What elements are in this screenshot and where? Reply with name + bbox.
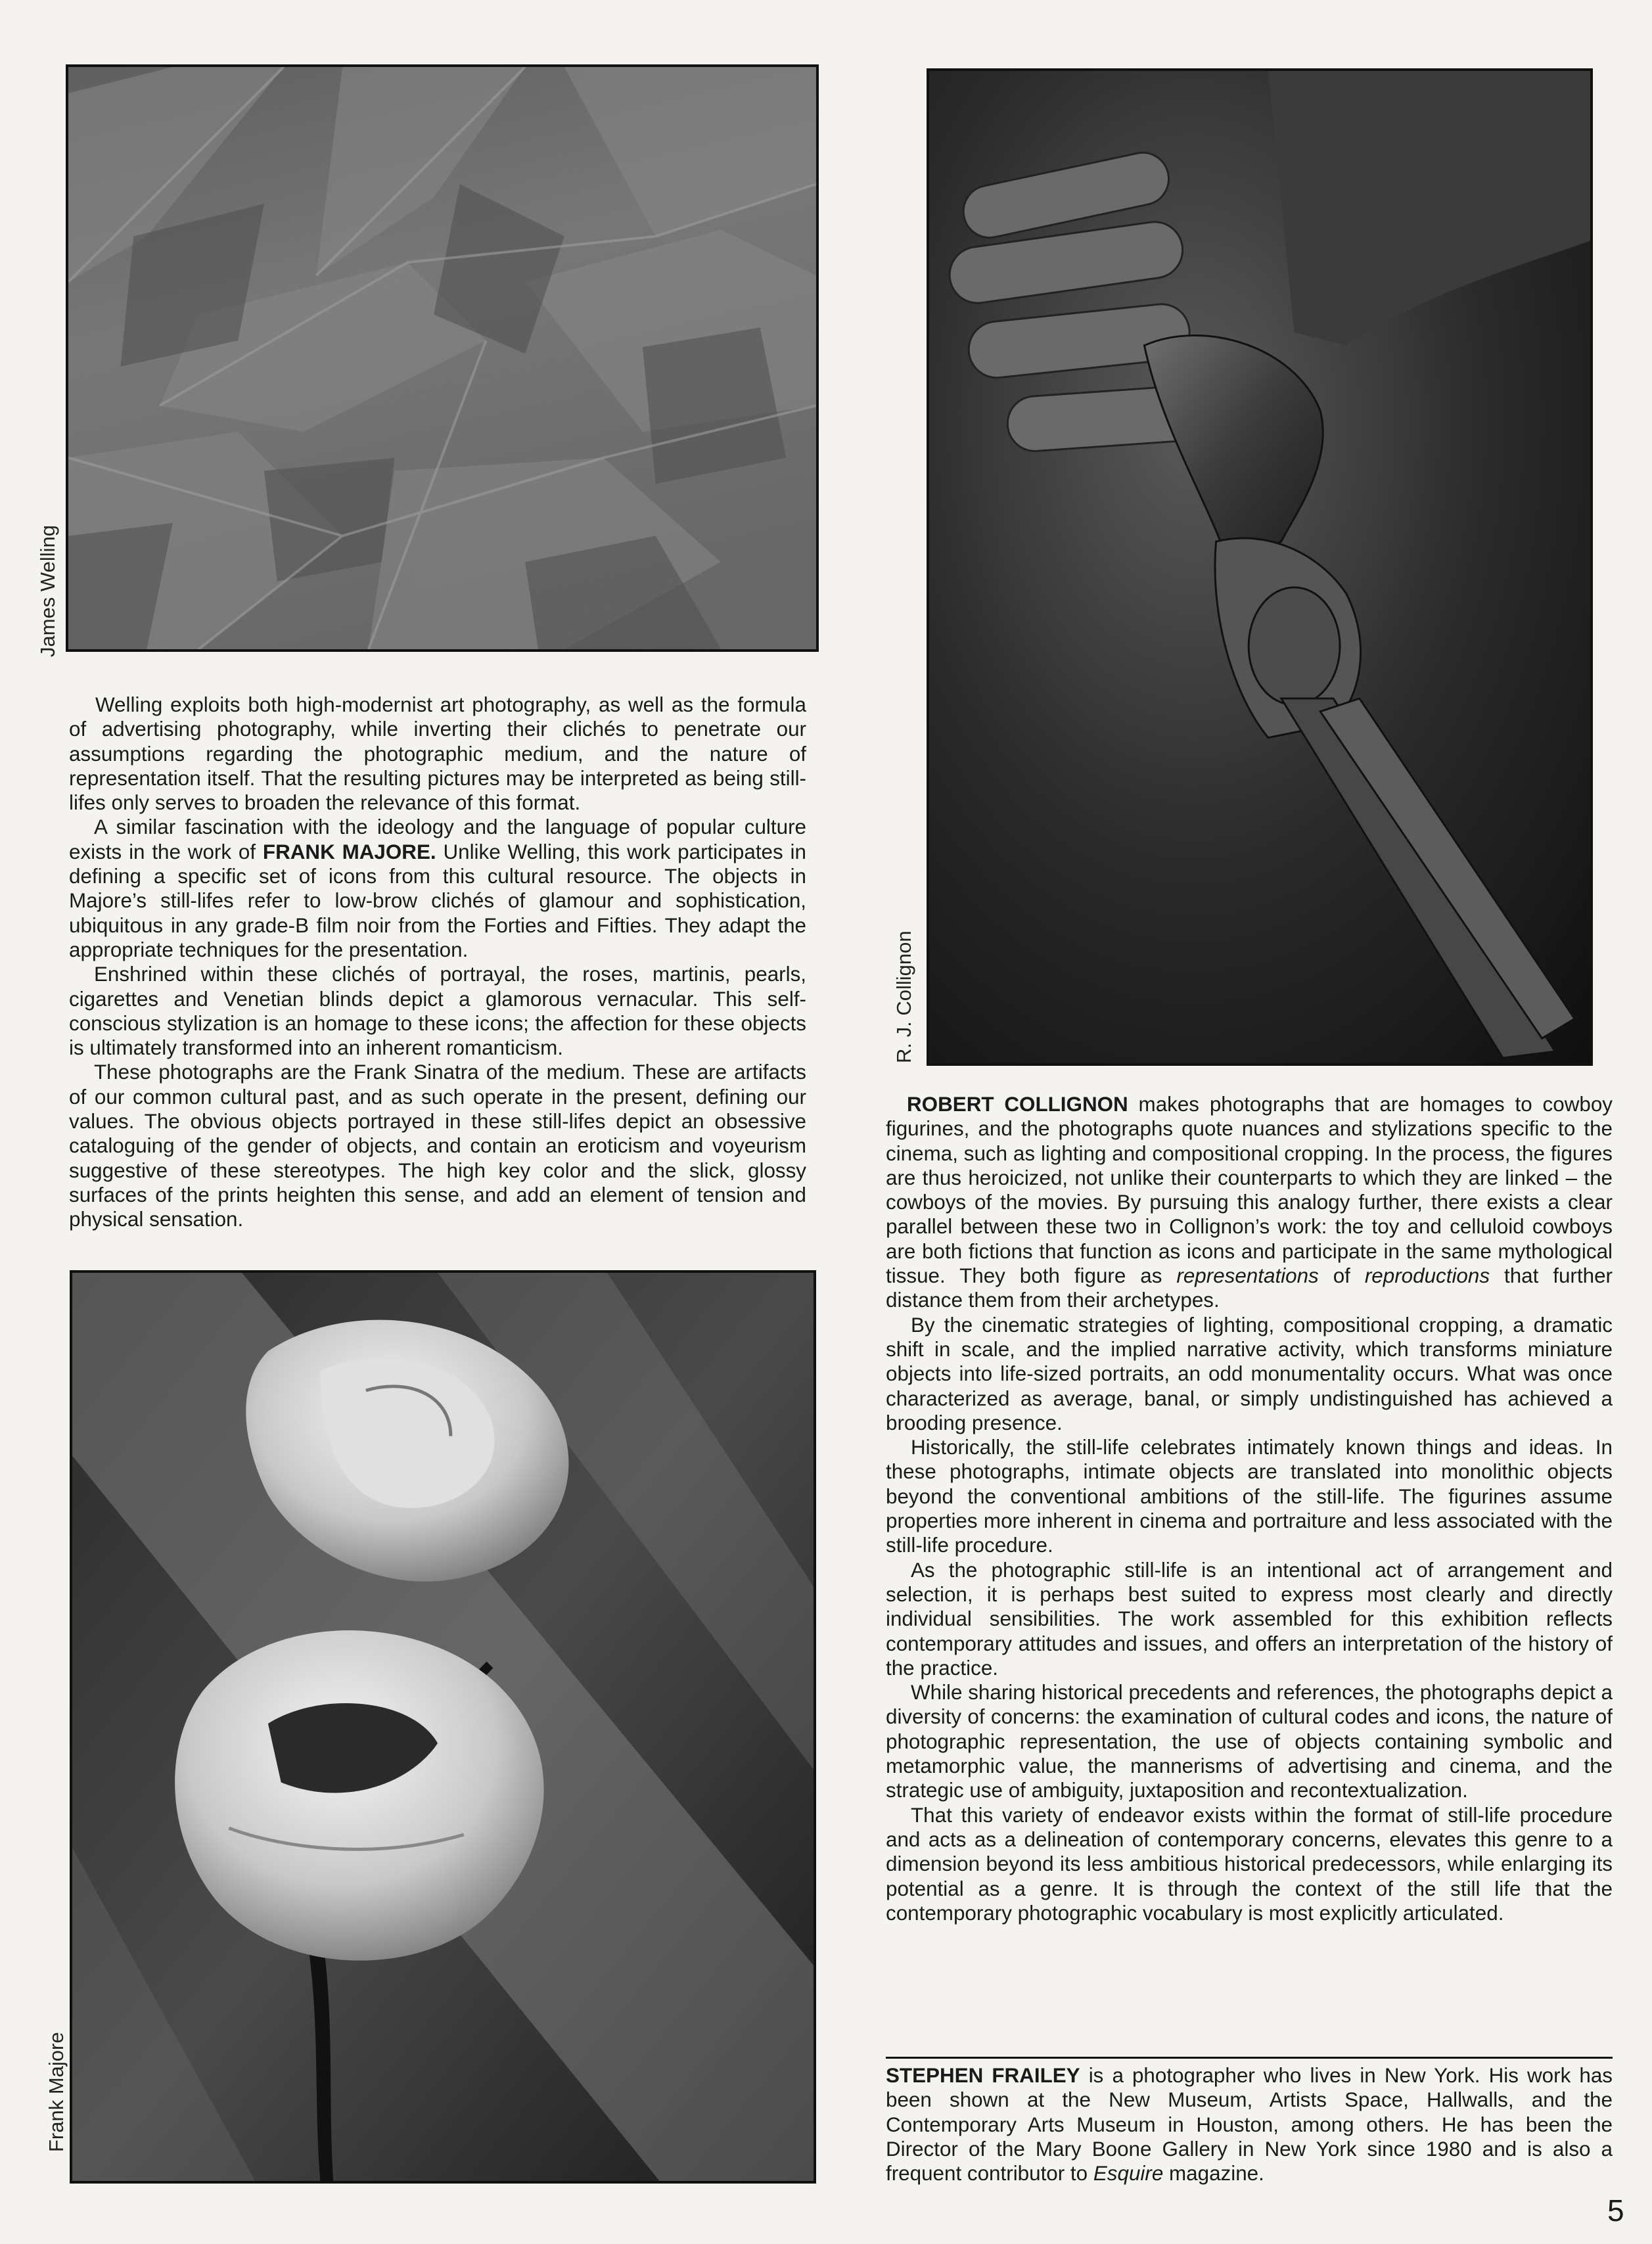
magazine-title: Esquire bbox=[1093, 2162, 1164, 2186]
author-name: STEPHEN FRAILEY bbox=[886, 2064, 1080, 2087]
right-column-text bbox=[886, 1092, 1613, 1925]
author-bio: STEPHEN FRAILEY is a photographer who lives in New York. His work has been shown at the New Museum, Artists Space, Hallwalls, and the Contemporary Arts Museum in Houston, among others. He has been the Director of the Mary Boone Gallery in New York since 1980 and is also a frequent contributor to Esquire magazine. bbox=[886, 2064, 1613, 2186]
paragraph-cinematic: By the cinematic strategies of lighting, compositional cropping, a dramatic shift in scale, and the implied narrative activity, which transforms miniature objects into life-sized portraits, an odd monumentality occurs. What was once characterized as average, banal, or simply undistinguished has achieved a brooding presence. bbox=[886, 1313, 1613, 1434]
paragraph-conclusion: That this variety of endeavor exists within the format of still-life procedure and acts as a delineation of contemporary concerns, elevates this genre to a dimension beyond its less ambitious historical predecessors, while enlarging its potential as a genre. It is through the context of the still life that the contemporary photographic vocabulary is most explicitly articulated. bbox=[886, 1803, 1613, 1925]
page-number: 5 bbox=[1607, 2193, 1624, 2228]
paragraph-majore-intro: A similar fascination with the ideology and the language of popular culture exists in the work of FRANK MAJORE. Unlike Welling, this work participates in defining a specific set of icons from this cultural resource. The objects in Majore’s still-lifes refer to low-brow clichés of glamour and sophistication, ubiquitous in any grade-B film noir from the Forties and Fifties. They adapt the appropriate techniques for the presentation. bbox=[69, 815, 806, 961]
photo-credit-majore: Frank Majore bbox=[45, 2032, 68, 2152]
paragraph-arrangement: As the photographic still-life is an intentional act of arrangement and selection, it is perhaps best suited to express most clearly and directly individual sensibilities. The work assembled for this exhibition reflects contemporary attitudes and issues, and offers an interpretation of the history of the practice. bbox=[886, 1558, 1613, 1680]
paragraph-collignon: ROBERT COLLIGNON makes photographs that are homages to cowboy figurines, and the photographs quote nuances and stylizations specific to the cinema, such as lighting and compositional cropping. In the process, the figures are thus heroicized, not unlike their counterparts to which they are linked – the cowboys of the movies. By pursuing this analogy further, there exists a clear parallel between these two in Collignon’s work: the toy and celluloid cowboys are both fictions that function as icons and participate in the same mythological tissue. They both figure as representations of reproductions that further distance them from their archetypes. bbox=[886, 1093, 1613, 1312]
paragraph-sinatra: These photographs are the Frank Sinatra of the medium. These are artifacts of our common cultural past, and as such operate in the present, defining our values. The obvious objects portrayed in these still-lifes depict an obsessive cataloguing of the gender of objects, and contain an eroticism and voyeurism suggestive of these stereotypes. The high key color and the slick, glossy surfaces of the prints heighten this sense, and add an element of tension and physical sensation. bbox=[69, 1061, 806, 1231]
paragraph-diversity: While sharing historical precedents and references, the photographs depict a diversity of concerns: the examination of cultural codes and icons, the nature of photographic representation, the use of objects containing symbolic and metamorphic value, the mannerisms of advertising and cinema, and the strategic use of ambiguity, juxtaposition and recontextualization. bbox=[886, 1681, 1613, 1802]
toy-gun-hand-photo bbox=[927, 68, 1593, 1066]
artist-name-majore: FRANK MAJORE. bbox=[262, 840, 436, 863]
crumpled-fabric-photo bbox=[66, 64, 819, 652]
bio-divider bbox=[886, 2057, 1613, 2059]
photo-credit-welling: James Welling bbox=[36, 524, 59, 657]
artist-name-collignon: ROBERT COLLIGNON bbox=[907, 1093, 1128, 1116]
paragraph-cliches: Enshrined within these clichés of portrayal, the roses, martinis, pearls, cigarettes and Venetian blinds depict a glamorous vernacular. This self-conscious stylization is an homage to these icons; the affection for these objects is ultimately transformed into an inherent romanticism. bbox=[69, 963, 806, 1060]
paragraph-historically: Historically, the still-life celebrates intimately known things and ideas. In these photographs, intimate objects are translated into monolithic objects beyond the conventional ambitions of the still-life. The figurines assume properties more inherent in cinema and portraiture and less associated with the still-life procedure. bbox=[886, 1436, 1613, 1557]
roses-photo bbox=[70, 1270, 816, 2184]
left-column-text bbox=[69, 693, 806, 1232]
paragraph-welling: Welling exploits both high-modernist art photography, as well as the formula of advertising photography, while inverting their clichés to penetrate our assumptions regarding the photographic medium, and the nature of representation itself. That the resulting pictures may be interpreted as being still-lifes only serves to broaden the relevance of this format. bbox=[69, 693, 806, 815]
photo-credit-collignon: R. J. Collignon bbox=[892, 930, 915, 1063]
